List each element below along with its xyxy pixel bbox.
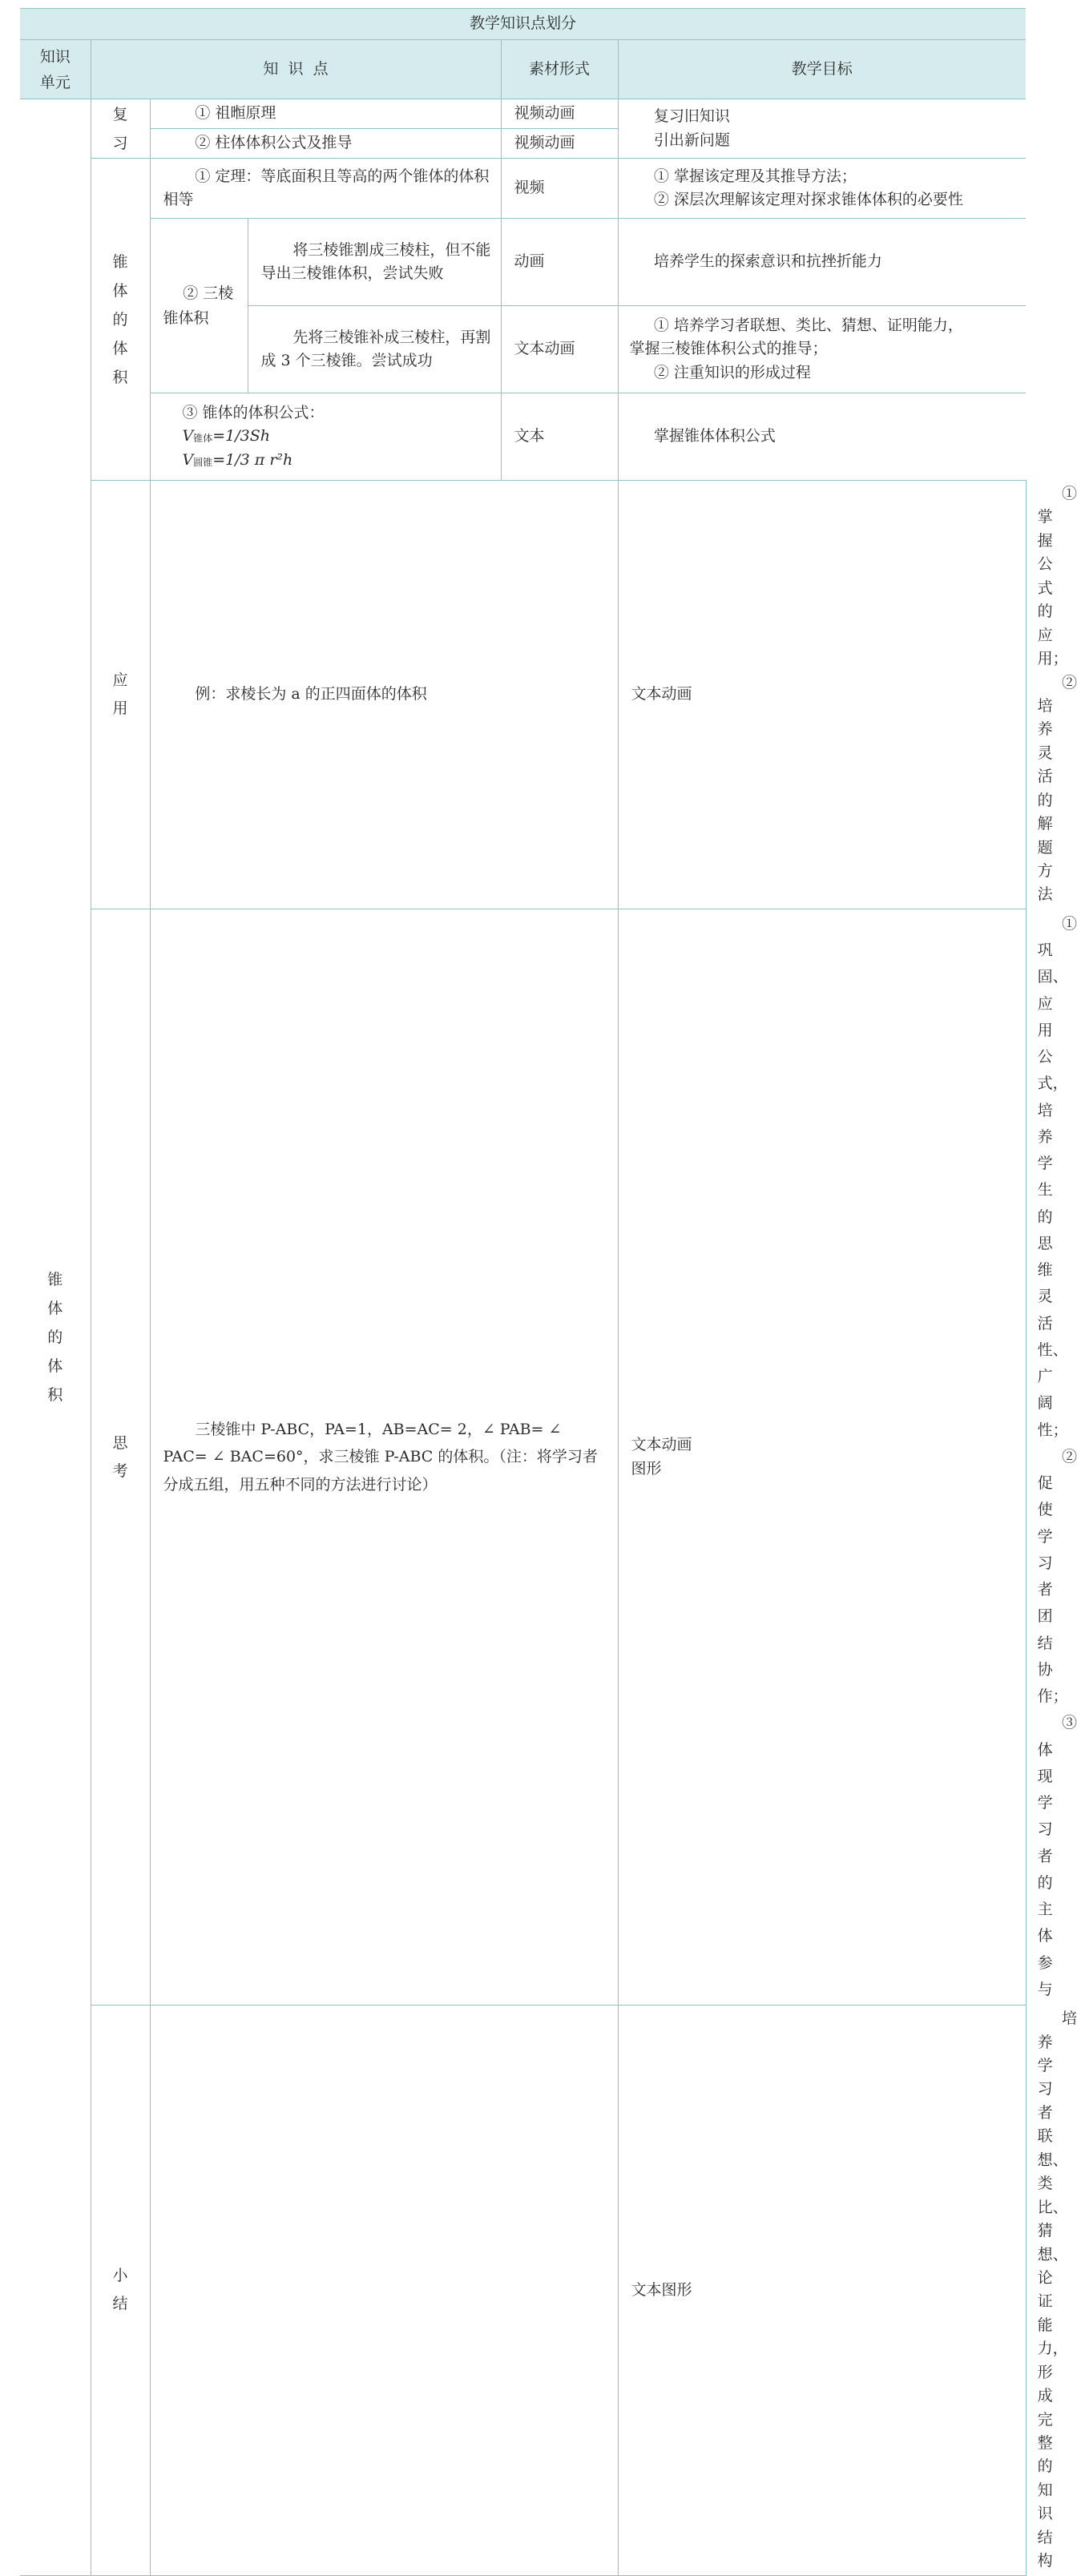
- header-goal: 教学目标: [618, 40, 1026, 99]
- attempt1-point: 将三棱锥割成三棱柱，但不能导出三棱锥体积，尝试失败: [248, 219, 501, 306]
- review-label: 复习: [91, 99, 150, 159]
- header-material: 素材形式: [501, 40, 618, 99]
- theorem-point: ① 定理：等底面积且等高的两个锥体的体积相等: [150, 159, 501, 219]
- summary-label: 小结: [91, 2006, 150, 2576]
- formula-circular-cone-volume: V圆锥=1/3 π r²h: [182, 450, 293, 469]
- formula-point: [150, 393, 501, 481]
- summary-material: 文本图形: [618, 2006, 1026, 2576]
- attempt2-goal: ① 培养学习者联想、类比、猜想、证明能力， 掌握三棱锥体积公式的推导； ② 注重知识的形成过程: [618, 306, 1026, 393]
- pyramid-volume-label: ② 三棱锥体积: [150, 219, 248, 393]
- apply-material: 文本动画: [618, 481, 1026, 909]
- attempt1-goal: 培养学生的探索意识和抗挫折能力: [618, 219, 1026, 306]
- think-point: 三棱锥中 P-ABC，PA=1，AB=AC= 2，∠ PAB= ∠ PAC= ∠ BAC=60°，求三棱锥 P-ABC 的体积。（注：将学习者分成五组，用五种不同的方法进行讨论）: [150, 909, 618, 2005]
- header-unit: 知识单元: [20, 40, 91, 99]
- table-title: 教学知识点划分: [20, 9, 1026, 40]
- knowledge-table-wrapper: [20, 8, 1077, 2576]
- attempt1-material: 动画: [501, 219, 618, 306]
- think-label: 思考: [91, 909, 150, 2005]
- header-point: 知 识 点: [91, 40, 501, 99]
- knowledge-points-table: 教学知识点划分 知识单元 知 识 点 素材形式 教学目标 锥体的体积 复习 ① 祖暅原理 视频动画 复习旧知识 引出新问题 ② 柱体体积公式及推导 视频动画 锥体的体积 ① 定理：等底面积且等高的两个锥体的体积相等 视频 ① 掌握该定理及其推导方法； ② 深层次理解该定理对探求锥体体积的必要性 ② 三棱锥体积 将三棱锥割成三棱柱，但不能导出三棱锥体积，尝试失败 动画 培养学生的探索意识和抗挫折能力 先将三棱锥补成三棱柱，再割成 3 个三棱锥。尝试成功 文本动画 ① 培养学习者联想、类比、猜想、证明能力， 掌握三棱锥体积公式的推导； ② 注重知识的形成过程 ③ 锥体的体积公式： V锥体=1/3Sh V圆锥=1/3 π r²h 文本 掌握锥体体积公式 应用 例：求棱长为 a 的正四面体的体积 文本动画 ① 掌握公式的应用； ② 培养灵活的解题方法 思考 三棱锥中 P-ABC，PA=1，AB=AC= 2，∠ PAB= ∠ PAC= ∠ BAC=60°，求三棱锥 P-ABC 的体积。（注：将学习者分成五组，用五种不同的方法进行讨论） 文本动画 图形 ① 巩固、应用公式，培养学生的思维灵活性、 广阔性； ② 促使学习者团结协作； ③ 体现学习者的主体参与 小结 文本图形 培养学习者联想、类比、猜想、论证能力， 形成完整的知识结构: [20, 8, 1026, 2576]
- apply-point: 例：求棱长为 a 的正四面体的体积: [150, 481, 618, 909]
- formula-intro: ③ 锥体的体积公式：: [182, 403, 325, 421]
- attempt2-point: 先将三棱锥补成三棱柱，再割成 3 个三棱锥。尝试成功: [248, 306, 501, 393]
- apply-label: 应用: [91, 481, 150, 909]
- unit-cell: 锥体的体积: [20, 99, 91, 2576]
- formula-goal: 掌握锥体体积公式: [618, 393, 1026, 481]
- review-point-1: ① 祖暅原理: [150, 99, 501, 129]
- think-material: 文本动画 图形: [618, 909, 1026, 2005]
- attempt2-material: 文本动画: [501, 306, 618, 393]
- theorem-goal: ① 掌握该定理及其推导方法； ② 深层次理解该定理对探求锥体体积的必要性: [618, 159, 1026, 219]
- review-material-2: 视频动画: [501, 129, 618, 159]
- formula-material: 文本: [501, 393, 618, 481]
- volume-label: 锥体的体积: [91, 159, 150, 481]
- formula-cone-volume: V锥体=1/3Sh: [182, 427, 271, 445]
- theorem-material: 视频: [501, 159, 618, 219]
- review-material-1: 视频动画: [501, 99, 618, 129]
- summary-point: [150, 2006, 618, 2576]
- review-goal: 复习旧知识 引出新问题: [618, 99, 1026, 159]
- review-point-2: ② 柱体体积公式及推导: [150, 129, 501, 159]
